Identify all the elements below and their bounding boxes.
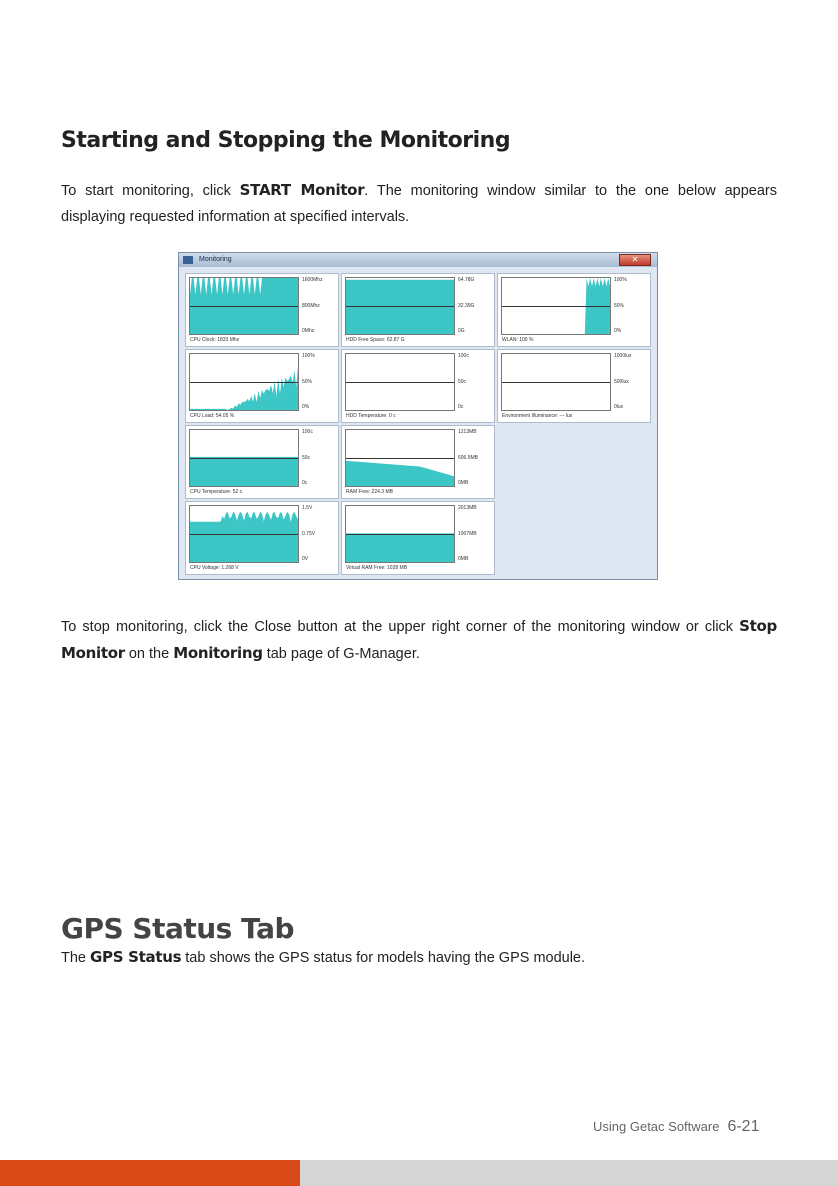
graph-midline [190, 534, 298, 535]
monitor-graph [189, 277, 299, 335]
scale-label: 1.5V [302, 505, 313, 511]
panel-caption: CPU Load: 54.05 % [190, 413, 235, 419]
monitor-graph [345, 429, 455, 487]
monitor-panel-wlan [497, 273, 651, 347]
monitor-panel-cpu-volt [185, 501, 339, 575]
text: tab page of G-Manager. [262, 646, 420, 662]
scale-label: 0.75V [302, 531, 316, 537]
graph-midline [190, 458, 298, 459]
monitor-graph [345, 353, 455, 411]
panel-caption: HDD Free Space: 62.87 G [346, 337, 405, 343]
panel-caption: CPU Clock: 1833 Mhz [190, 337, 240, 343]
scale-label: 0c [302, 480, 308, 486]
monitor-panel-hdd-free [341, 273, 495, 347]
monitor-panel-cpu-load [185, 349, 339, 423]
scale-label: 1007MB [458, 531, 477, 537]
graph-midline [502, 382, 610, 383]
graph-midline [346, 534, 454, 535]
graph-midline [190, 382, 298, 383]
monitor-panel-vram-free [341, 501, 495, 575]
monitor-graph [501, 277, 611, 335]
graph-midline [190, 306, 298, 307]
panel-caption: WLAN: 100 % [502, 337, 534, 343]
text: tab shows the GPS status for models having the GPS module. [181, 950, 586, 966]
scale-label: 0V [302, 556, 309, 562]
page-footer [593, 1118, 759, 1136]
scale-label: 800Mhz [302, 303, 320, 309]
keyword-gps-status: GPS Status [90, 948, 182, 966]
page-number: 6-21 [727, 1118, 760, 1135]
keyword-monitoring: Monitoring [173, 644, 263, 662]
panel-caption: CPU Voltage: 1.268 V [190, 565, 239, 571]
monitor-graph [189, 505, 299, 563]
graph-midline [346, 306, 454, 307]
text: The [61, 950, 91, 966]
scale-label: 50% [614, 303, 625, 309]
scale-label: 606.5MB [458, 455, 479, 461]
window-titlebar [179, 253, 657, 267]
monitor-panel-cpu-clock [185, 273, 339, 347]
monitor-panel-env-lum [497, 349, 651, 423]
scale-label: 0MB [458, 556, 469, 562]
scale-label: 0% [302, 404, 310, 410]
graph-midline [502, 306, 610, 307]
scale-label: 100% [614, 277, 627, 283]
graph-fill [346, 461, 454, 486]
footer-bar-neutral [300, 1160, 838, 1186]
scale-label: 0MB [458, 480, 469, 486]
scale-label: 50% [302, 379, 313, 385]
monitor-panel-cpu-temp [185, 425, 339, 499]
monitor-panel-ram-free [341, 425, 495, 499]
monitor-graph [189, 353, 299, 411]
panel-caption: HDD Temperature: 0 c [346, 413, 396, 419]
panel-caption: CPU Temperature: 52 c [190, 489, 243, 495]
keyword-start-monitor: START Monitor [239, 181, 365, 199]
monitor-panel-hdd-temp [341, 349, 495, 423]
section-heading-gps-status: GPS Status Tab [61, 912, 295, 945]
scale-label: 2013MB [458, 505, 477, 511]
scale-label: 50c [458, 379, 467, 385]
graph-fill [346, 533, 454, 562]
scale-label: 100c [458, 353, 469, 359]
panel-caption: Virtual RAM Free: 1028 MB [346, 565, 408, 571]
section-heading-monitoring: Starting and Stopping the Monitoring [61, 128, 511, 153]
graph-midline [346, 382, 454, 383]
scale-label: 0lux [614, 404, 624, 410]
panel-caption: RAM Free: 224.3 MB [346, 489, 393, 495]
scale-label: 50c [302, 455, 311, 461]
graph-fill [190, 512, 298, 562]
scale-label: 1000lux [614, 353, 632, 359]
footer-bar-accent [0, 1160, 300, 1186]
close-button[interactable]: ✕ [619, 254, 651, 266]
scale-label: 100% [302, 353, 315, 359]
text: To stop monitoring, click the Close button at the upper right corner of the monitoring window or click [61, 619, 740, 635]
text: To start monitoring, click [61, 183, 240, 199]
panel-caption: Environment Illuminance: --- lux [502, 413, 573, 419]
scale-label: 0% [614, 328, 622, 334]
graph-fill [190, 367, 298, 411]
window-icon [183, 256, 193, 264]
text: on the [124, 646, 174, 662]
text: . The monitoring window similar to the one below appears displaying requested information at specified intervals. [61, 183, 777, 225]
scale-label: 1213MB [458, 429, 477, 435]
graph-midline [346, 458, 454, 459]
monitoring-window-screenshot [178, 252, 658, 580]
paragraph-start-monitoring [61, 177, 777, 230]
graph-fill [190, 457, 298, 486]
keyword-stop-monitor: Stop Monitor [61, 617, 777, 662]
scale-label: 0c [458, 404, 464, 410]
paragraph-stop-monitoring [61, 613, 777, 667]
scale-label: 0G [458, 328, 465, 334]
scale-label: 64.78G [458, 277, 475, 283]
monitor-graph [501, 353, 611, 411]
scale-label: 1600Mhz [302, 277, 323, 283]
monitor-graph [189, 429, 299, 487]
chapter-title: Using Getac Software [593, 1119, 720, 1134]
window-title: Monitoring [199, 256, 232, 263]
scale-label: 100c [302, 429, 313, 435]
scale-label: 0Mhz [302, 328, 315, 334]
monitor-graph [345, 505, 455, 563]
scale-label: 32.39G [458, 303, 475, 309]
monitor-graph [345, 277, 455, 335]
scale-label: 500lux [614, 379, 629, 385]
paragraph-gps-status [61, 944, 777, 971]
